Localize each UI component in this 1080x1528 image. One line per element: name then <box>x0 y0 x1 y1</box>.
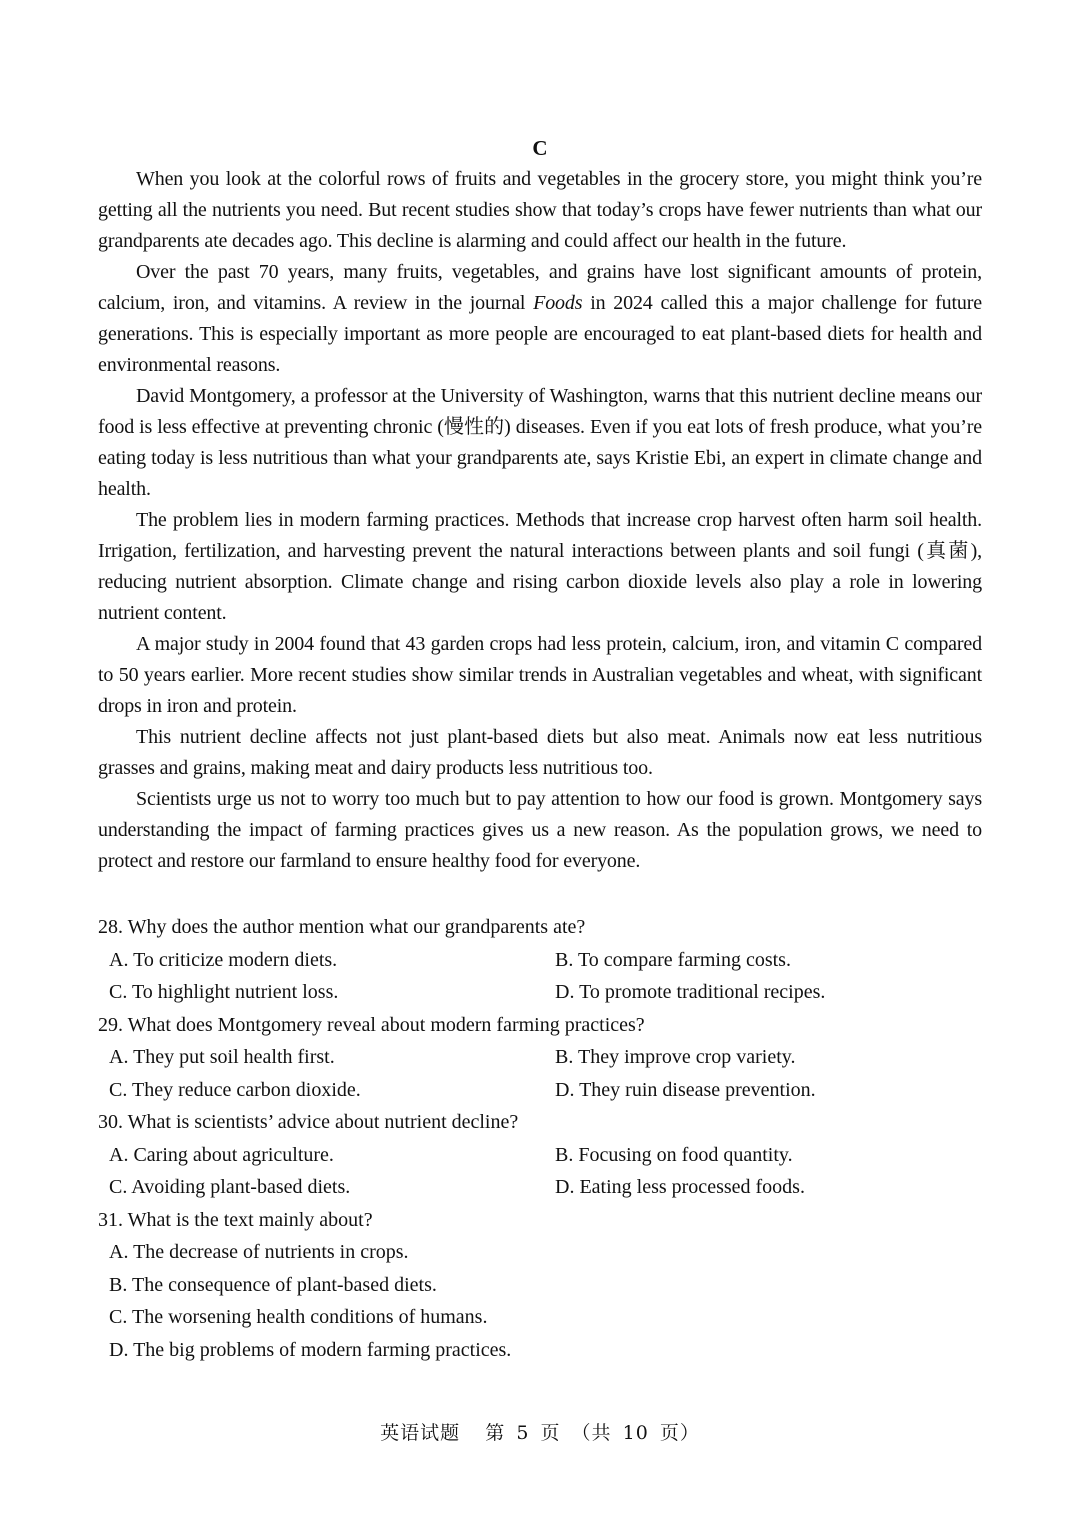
paragraph-2-part-2: in 2024 called this a major challenge for future generations. This is especially important as more people are encouraged to eat plant-based diets for health and environmental reasons. <box>98 292 982 376</box>
passage-paragraph-1: When you look at the colorful rows of fruits and vegetables in the grocery store, you might think you’re getting all the nutrients you need. But recent studies show that today’s crops have fewer nutrients than what our grandparents ate decades ago. This decline is alarming and could affect our health in the future. <box>98 168 982 252</box>
exam-page <box>98 130 982 1366</box>
option-c: C. They reduce carbon dioxide. <box>109 1078 361 1101</box>
section-title: C <box>532 136 548 160</box>
option-a: A. Caring about agriculture. <box>109 1143 334 1166</box>
footer-page-suffix: 页 <box>540 1422 561 1444</box>
option-a: A. The decrease of nutrients in crops. <box>109 1241 409 1263</box>
question-options <box>98 944 982 1009</box>
option-d: D. Eating less processed foods. <box>555 1176 805 1198</box>
option-c: C. To highlight nutrient loss. <box>109 981 339 1003</box>
journal-name-foods: Foods <box>533 292 583 314</box>
question-stem: 28. Why does the author mention what our grandparents ate? <box>98 916 586 938</box>
option-c: C. Avoiding plant-based diets. <box>109 1176 351 1198</box>
question-options <box>98 1236 982 1366</box>
paragraph-2-part-1: Over the past 70 years, many fruits, vegetables, and grains have lost significant amounts of protein, calcium, iron, and vitamins. A review in the journal <box>98 261 982 314</box>
option-b: B. They improve crop variety. <box>555 1046 796 1068</box>
passage-paragraph-7: Scientists urge us not to worry too much but to pay attention to how our food is grown. Montgomery says understanding the impact of farming practices gives us a new reason. As the population grows, we need to protect and restore our farmland to ensure healthy food for everyone. <box>98 788 982 872</box>
question-stem: 31. What is the text mainly about? <box>98 1208 373 1231</box>
passage-paragraph-5: A major study in 2004 found that 43 garden crops had less protein, calcium, iron, and vitamin C compared to 50 years earlier. More recent studies show similar trends in Australian vegetables and wheat, with significant drops in iron and protein. <box>98 633 982 717</box>
footer-total-suffix: 页） <box>659 1422 700 1444</box>
footer-subject: 英语试题 <box>380 1422 461 1444</box>
question-list <box>98 911 982 1366</box>
passage-paragraph-4: The problem lies in modern farming practices. Methods that increase crop harvest often harm soil health. Irrigation, fertilization, and harvesting prevent the natural interactions between plants and soil fungi (真菌), reducing nutrient absorption. Climate change and rising carbon dioxide levels also play a role in lowering nutrient content. <box>98 509 982 624</box>
reading-passage <box>98 164 982 877</box>
question-31 <box>98 1204 982 1367</box>
question-stem: 30. What is scientists’ advice about nutrient decline? <box>98 1111 519 1133</box>
footer-total-pages: 10 <box>622 1422 649 1444</box>
option-a: A. They put soil health first. <box>109 1046 335 1068</box>
option-d: D. They ruin disease prevention. <box>555 1078 816 1101</box>
question-stem: 29. What does Montgomery reveal about modern farming practices? <box>98 1013 645 1036</box>
question-30 <box>98 1106 982 1204</box>
question-options <box>98 1041 982 1106</box>
option-b: B. The consequence of plant-based diets. <box>109 1273 437 1296</box>
passage-paragraph-2 <box>98 257 982 381</box>
page-footer <box>0 1418 1080 1448</box>
question-29 <box>98 1009 982 1107</box>
footer-page-number: 5 <box>516 1422 530 1444</box>
question-options <box>98 1139 982 1204</box>
option-d: D. To promote traditional recipes. <box>555 981 826 1003</box>
passage-paragraph-6: This nutrient decline affects not just plant-based diets but also meat. Animals now eat less nutritious grasses and grains, making meat and dairy products less nutritious too. <box>98 726 982 779</box>
passage-paragraph-3: David Montgomery, a professor at the University of Washington, warns that this nutrient decline means our food is less effective at preventing chronic (慢性的) diseases. Even if you eat lots of fresh produce, what you’re eating today is less nutritious than what your grandparents ate, says Kristie Ebi, an expert in climate change and health. <box>98 385 982 500</box>
option-c: C. The worsening health conditions of humans. <box>109 1306 488 1328</box>
option-b: B. To compare farming costs. <box>555 948 791 971</box>
question-28 <box>98 911 982 1009</box>
option-a: A. To criticize modern diets. <box>109 948 338 971</box>
footer-total-prefix: （共 <box>571 1422 612 1444</box>
footer-page-prefix: 第 <box>485 1422 506 1444</box>
option-d: D. The big problems of modern farming practices. <box>109 1338 512 1361</box>
option-b: B. Focusing on food quantity. <box>555 1143 793 1166</box>
